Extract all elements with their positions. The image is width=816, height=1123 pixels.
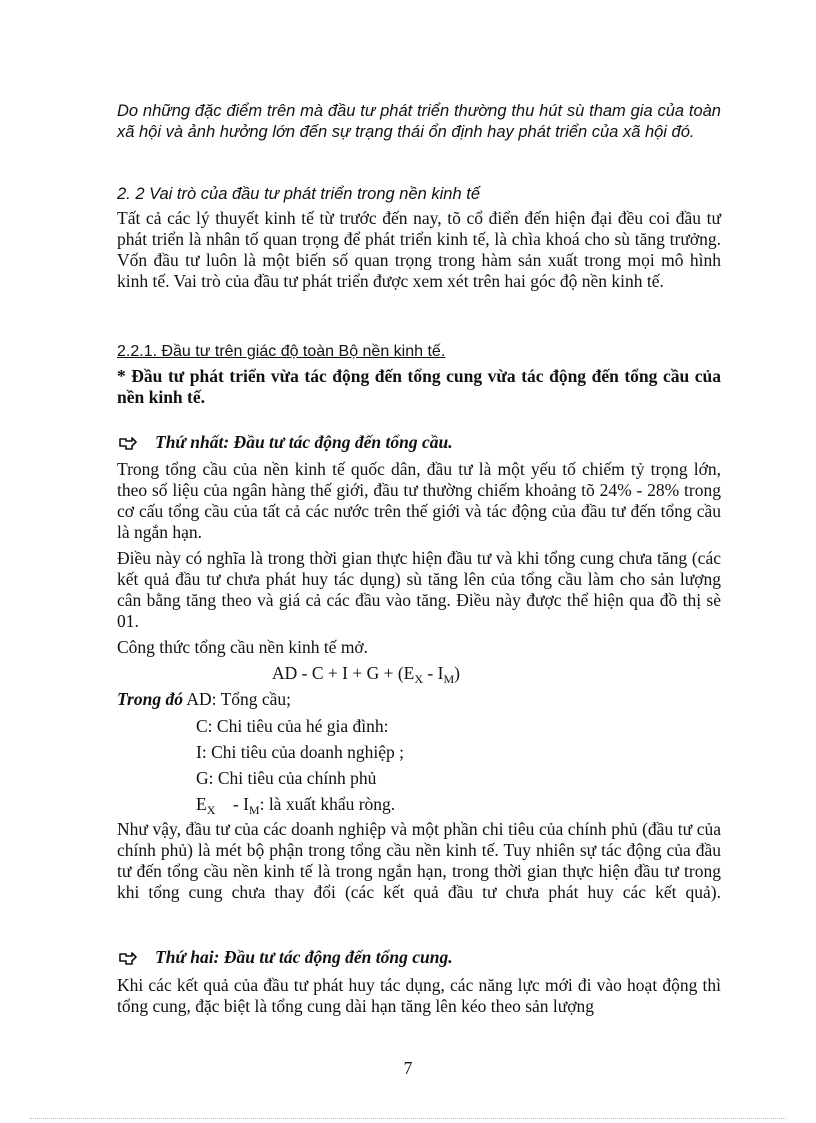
pointing-hand-icon <box>117 432 139 454</box>
formula-intro: Công thức tổng cầu nền kinh tế mở. <box>117 637 369 657</box>
page-bottom-divider <box>30 1118 786 1119</box>
definition-i: I: Chi tiêu của doanh nghiệp ; <box>196 742 405 762</box>
point2-heading: Thứ hai: Đầu tư tác động đến tổng cung. <box>155 947 453 967</box>
definition-ad-row <box>117 689 721 710</box>
point1-paragraph-2: Điều này có nghĩa là trong thời gian thực hiện đầu tư và khi tổng cung chưa tăng (các kết quả đầu tư chưa phát huy tác dụng) sù tăng lên của tổng cầu làm cho sản lượng cân bằng tăng theo và giá cả các đầu vào tăng. Điều này được thể hiện qua đồ thị sè 01. <box>117 548 721 631</box>
pointing-hand-icon <box>117 947 139 969</box>
subsection-heading: 2.2.1. Đầu tư trên giác độ toàn Bộ nền kinh tế. <box>117 343 446 360</box>
page-number: 7 <box>403 1058 413 1078</box>
summary-paragraph: Như vậy, đầu tư của các doanh nghiệp và một phần chi tiêu của chính phủ (đầu tư của chính phủ) là mét bộ phận trong tổng cầu nền kinh tế. Tuy nhiên sự tác động của đầu tư đến tổng cầu nền kinh tế là trong ngắn hạn, trong thời gian thực hiện đầu tư trong khi tổng cung chưa thay đổi (các kết quả đầu tư chưa phát huy các kết quả). <box>117 819 721 902</box>
section-paragraph: Tất cả các lý thuyết kinh tế từ trước đến nay, tõ cổ điển đến hiện đại đều coi đầu tư phát triển là nhân tố quan trọng để phát triển kinh tế, là chìa khoá cho sù tăng trưởng. Vốn đầu tư luôn là một biến số quan trọng trong hàm sản xuất trong mọi mô hình kinh tế. Vai trò của đầu tư phát triển được xem xét trên hai góc độ nền kinh tế. <box>117 208 721 291</box>
point2-paragraph: Khi các kết quả của đầu tư phát huy tác dụng, các năng lực mới đi vào hoạt động thì tổng cung, đặc biệt là tổng cung dài hạn tăng lên kéo theo sản lượng <box>117 975 721 1016</box>
point1-heading: Thứ nhất: Đầu tư tác động đến tổng cầu. <box>155 432 453 452</box>
point1-paragraph-1: Trong tổng cầu của nền kinh tế quốc dân, đầu tư là một yếu tố chiếm tỷ trọng lớn, theo số liệu của ngân hàng thế giới, đầu tư thường chiếm khoảng tõ 24% - 28% trong cơ cấu tổng cầu của tất cả các nước trên thế giới và tác động của đầu tư đến tổng cầu là ngắn hạn. <box>117 459 721 542</box>
section-heading: 2. 2 Vai trò của đầu tư phát triển trong nền kinh tế <box>117 185 480 203</box>
definition-net-exports: $E_X$ - $I_M$: là xuất khẩu ròng. <box>196 794 396 817</box>
definition-c: C: Chi tiêu của hé gia đình: <box>196 716 389 736</box>
bold-statement: * Đầu tư phát triển vừa tác động đến tổng cung vừa tác động đến tổng cầu của nền kinh tế. <box>117 366 721 407</box>
definition-ad: AD: Tổng cầu; <box>186 689 292 709</box>
aggregate-demand-formula: AD - $C + I + G + (E_X - I_M)$ <box>272 663 460 686</box>
where-label: Trong đó <box>117 689 183 709</box>
definition-g: G: Chi tiêu của chính phủ <box>196 768 377 788</box>
intro-paragraph: Do những đặc điểm trên mà đầu tư phát triển thường thu hút sù tham gia của toàn xã hội và ảnh hưởng lớn đến sự trạng thái ổn định hay phát triển của xã hội đó. <box>117 102 721 141</box>
